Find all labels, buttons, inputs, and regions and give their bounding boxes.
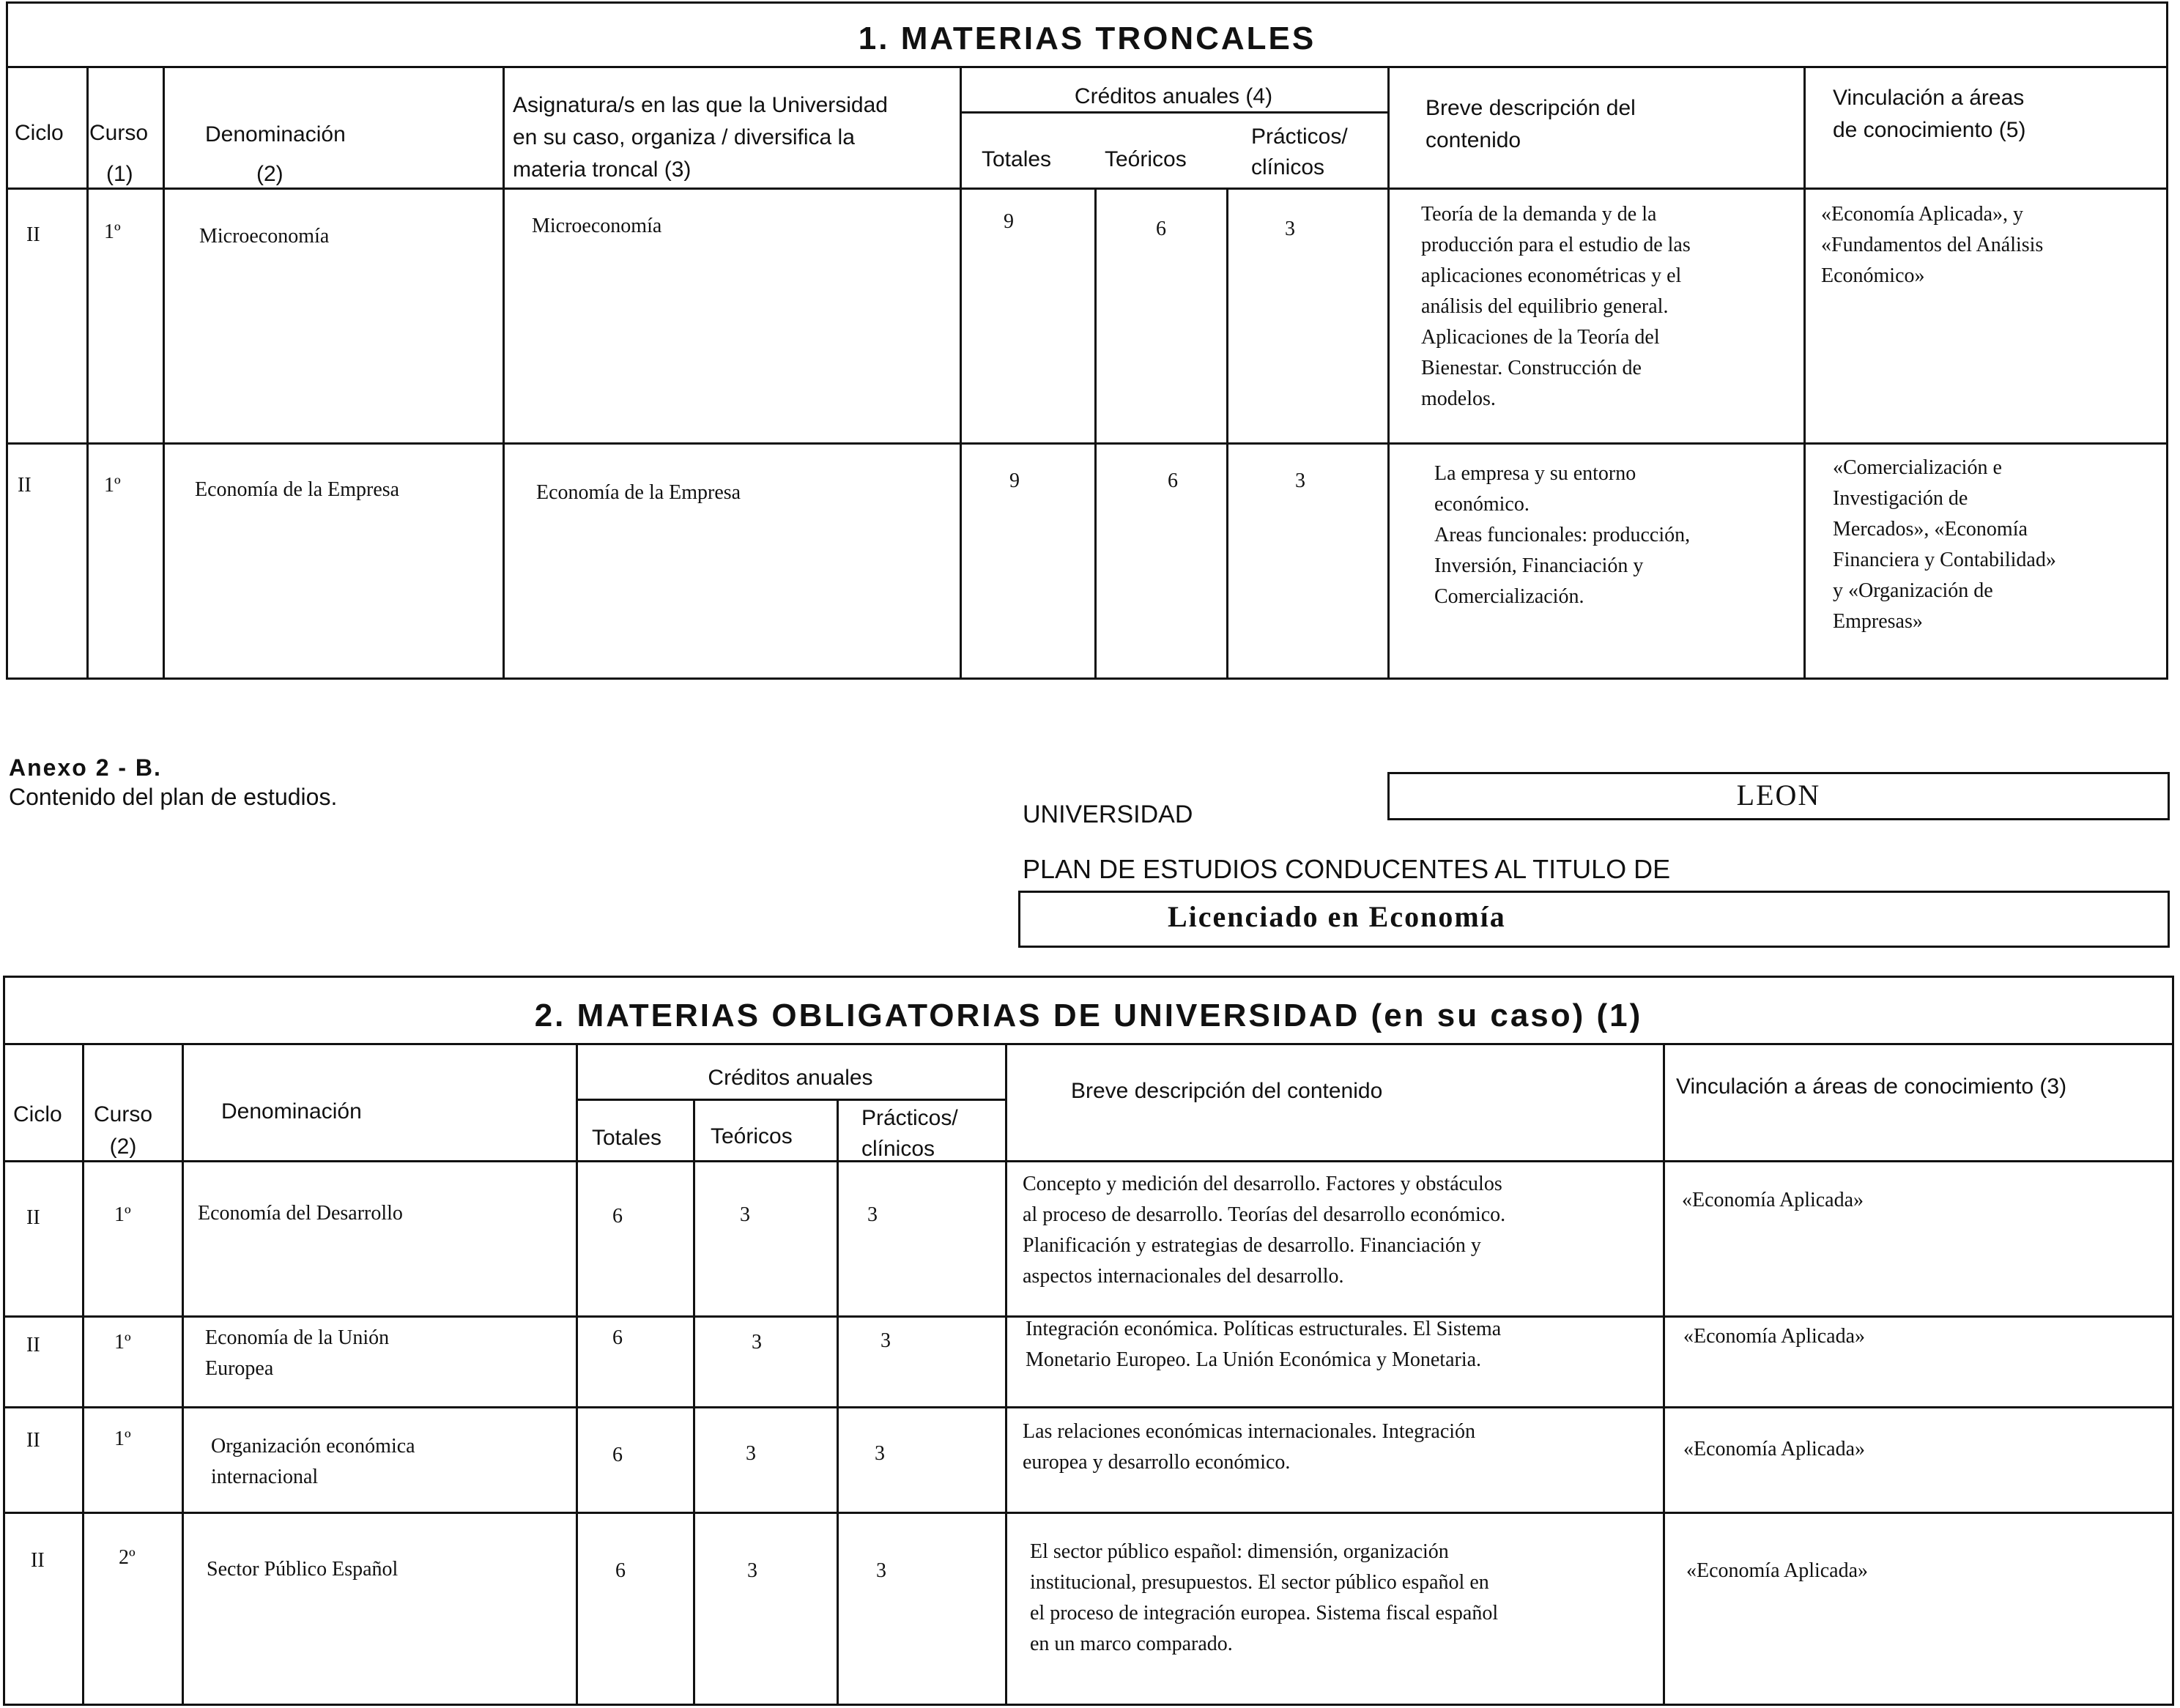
table-row-denominacion: Sector Público Español — [207, 1558, 398, 1581]
table-row-asignatura: Microeconomía — [532, 215, 662, 237]
table-row-denominacion: Organización económica internacional — [211, 1435, 415, 1488]
table-row-teoricos: 3 — [746, 1442, 756, 1465]
table-row-totales: 6 — [612, 1444, 623, 1466]
table-row-curso: 2º — [119, 1546, 136, 1569]
table-row-teoricos: 3 — [747, 1559, 757, 1582]
university-label: UNIVERSIDAD — [1023, 801, 1193, 828]
header-denominacion: Denominación — [221, 1099, 362, 1124]
table-row-totales: 9 — [1009, 469, 1020, 492]
table-row-asignatura: Economía de la Empresa — [536, 481, 741, 504]
table-row-teoricos: 3 — [740, 1203, 750, 1226]
table2-title: 2. MATERIAS OBLIGATORIAS DE UNIVERSIDAD (en su caso) (1) — [534, 998, 1643, 1033]
header-ciclo: Ciclo — [15, 121, 64, 145]
table-row-descripcion: El sector público español: dimensión, organización institucional, presupuestos. El sector público español en el proceso de integración europea. Sistema fiscal español en un marco comparado. — [1030, 1540, 1499, 1655]
table-row-ciclo: II — [26, 1334, 40, 1356]
header-curso: Curso — [89, 121, 149, 145]
university-name: LEON — [1736, 779, 1821, 812]
table-row-totales: 9 — [1004, 210, 1014, 233]
table-row-curso: 1º — [114, 1331, 131, 1354]
header-curso-note: (1) — [106, 162, 133, 186]
anexo-text: Contenido del plan de estudios. — [9, 784, 338, 810]
table-row-curso: 1º — [104, 220, 121, 243]
table-row-ciclo: II — [31, 1549, 45, 1572]
header-asignatura: Asignatura/s en las que la Universidad en su caso, organiza / diversifica la materia troncal (3) — [513, 93, 888, 182]
table-row-ciclo: II — [18, 474, 31, 497]
header-totales: Totales — [592, 1126, 662, 1150]
table-row-descripcion: Teoría de la demanda y de la producción para el estudio de las aplicaciones econométricas y el análisis del equilibrio general. Aplicaciones de la Teoría del Bienestar. Construcción de modelos. — [1421, 203, 1691, 410]
table-row-ciclo: II — [26, 1206, 40, 1229]
table1-title: 1. MATERIAS TRONCALES — [858, 21, 1316, 56]
table-row-vinculacion: «Economía Aplicada» — [1683, 1438, 1866, 1460]
table-row-teoricos: 6 — [1168, 469, 1178, 492]
table-row-descripcion: Concepto y medición del desarrollo. Factores y obstáculos al proceso de desarrollo. Teorías del desarrollo económico. Planificación y estrategias de desarrollo. Financiación y aspectos internacionales del desarrollo. — [1023, 1173, 1506, 1288]
header-creditos: Créditos anuales — [708, 1066, 873, 1090]
table-row-curso: 1º — [114, 1427, 131, 1450]
table-row-practicos: 3 — [876, 1559, 886, 1582]
table-row-practicos: 3 — [867, 1203, 878, 1226]
table-row-vinculacion: «Economía Aplicada» — [1683, 1325, 1866, 1348]
table-row-descripcion: Integración económica. Políticas estructurales. El Sistema Monetario Europeo. La Unión Económica y Monetaria. — [1026, 1318, 1502, 1371]
header-descripcion: Breve descripción del contenido — [1425, 96, 1636, 152]
table-row-curso: 1º — [114, 1203, 131, 1226]
table-row-curso: 1º — [104, 474, 121, 497]
header-practicos: Prácticos/ clínicos — [1251, 125, 1348, 179]
header-teoricos: Teóricos — [1105, 147, 1187, 171]
table-row-denominacion: Economía del Desarrollo — [198, 1202, 403, 1225]
plan-label: PLAN DE ESTUDIOS CONDUCENTES AL TITULO DE — [1023, 854, 1671, 884]
degree-title: Licenciado en Economía — [1168, 900, 1506, 933]
anexo-caption — [9, 724, 337, 812]
table-row-vinculacion: «Economía Aplicada» — [1682, 1189, 1864, 1211]
header-totales: Totales — [982, 147, 1052, 171]
header-vinculacion: Vinculación a áreas de conocimiento (3) — [1676, 1074, 2067, 1099]
table-row-ciclo: II — [26, 223, 40, 246]
table-row-descripcion: La empresa y su entorno económico. Areas funcionales: producción, Inversión, Financiación y Comercialización. — [1434, 462, 1691, 608]
header-teoricos: Teóricos — [711, 1124, 793, 1148]
table-row-teoricos: 6 — [1156, 218, 1166, 240]
table-row-practicos: 3 — [880, 1329, 891, 1352]
table-row-totales: 6 — [615, 1559, 626, 1582]
table-row-teoricos: 3 — [752, 1331, 762, 1354]
table-row-practicos: 3 — [1285, 218, 1295, 240]
header-curso: Curso (2) — [94, 1102, 153, 1159]
header-practicos: Prácticos/ clínicos — [861, 1106, 958, 1161]
header-denominacion-note: (2) — [256, 162, 283, 186]
table-row-ciclo: II — [26, 1429, 40, 1452]
header-ciclo: Ciclo — [13, 1102, 62, 1126]
header-creditos: Créditos anuales (4) — [1074, 84, 1273, 108]
table-row-totales: 6 — [612, 1205, 623, 1228]
header-denominacion: Denominación — [205, 122, 346, 146]
table-row-denominacion: Microeconomía — [199, 225, 330, 248]
table-row-vinculacion: «Economía Aplicada», y «Fundamentos del Análisis Económico» — [1821, 203, 2044, 287]
table-row-denominacion: Economía de la Empresa — [195, 478, 400, 501]
table-row-vinculacion: «Economía Aplicada» — [1686, 1559, 1869, 1582]
table-row-denominacion: Economía de la Unión Europea — [205, 1326, 390, 1380]
header-vinculacion: Vinculación a áreas de conocimiento (5) — [1833, 86, 2026, 142]
table-row-practicos: 3 — [875, 1442, 885, 1465]
table-row-vinculacion: «Comercialización e Investigación de Mercados», «Economía Financiera y Contabilidad» y «Organización de Empresas» — [1833, 456, 2056, 633]
table-row-descripcion: Las relaciones económicas internacionales. Integración europea y desarrollo económico. — [1023, 1420, 1476, 1474]
header-descripcion: Breve descripción del contenido — [1071, 1079, 1383, 1103]
table-row-practicos: 3 — [1295, 469, 1305, 492]
anexo-label: Anexo 2 - B. — [9, 754, 162, 781]
table-row-totales: 6 — [612, 1326, 623, 1349]
